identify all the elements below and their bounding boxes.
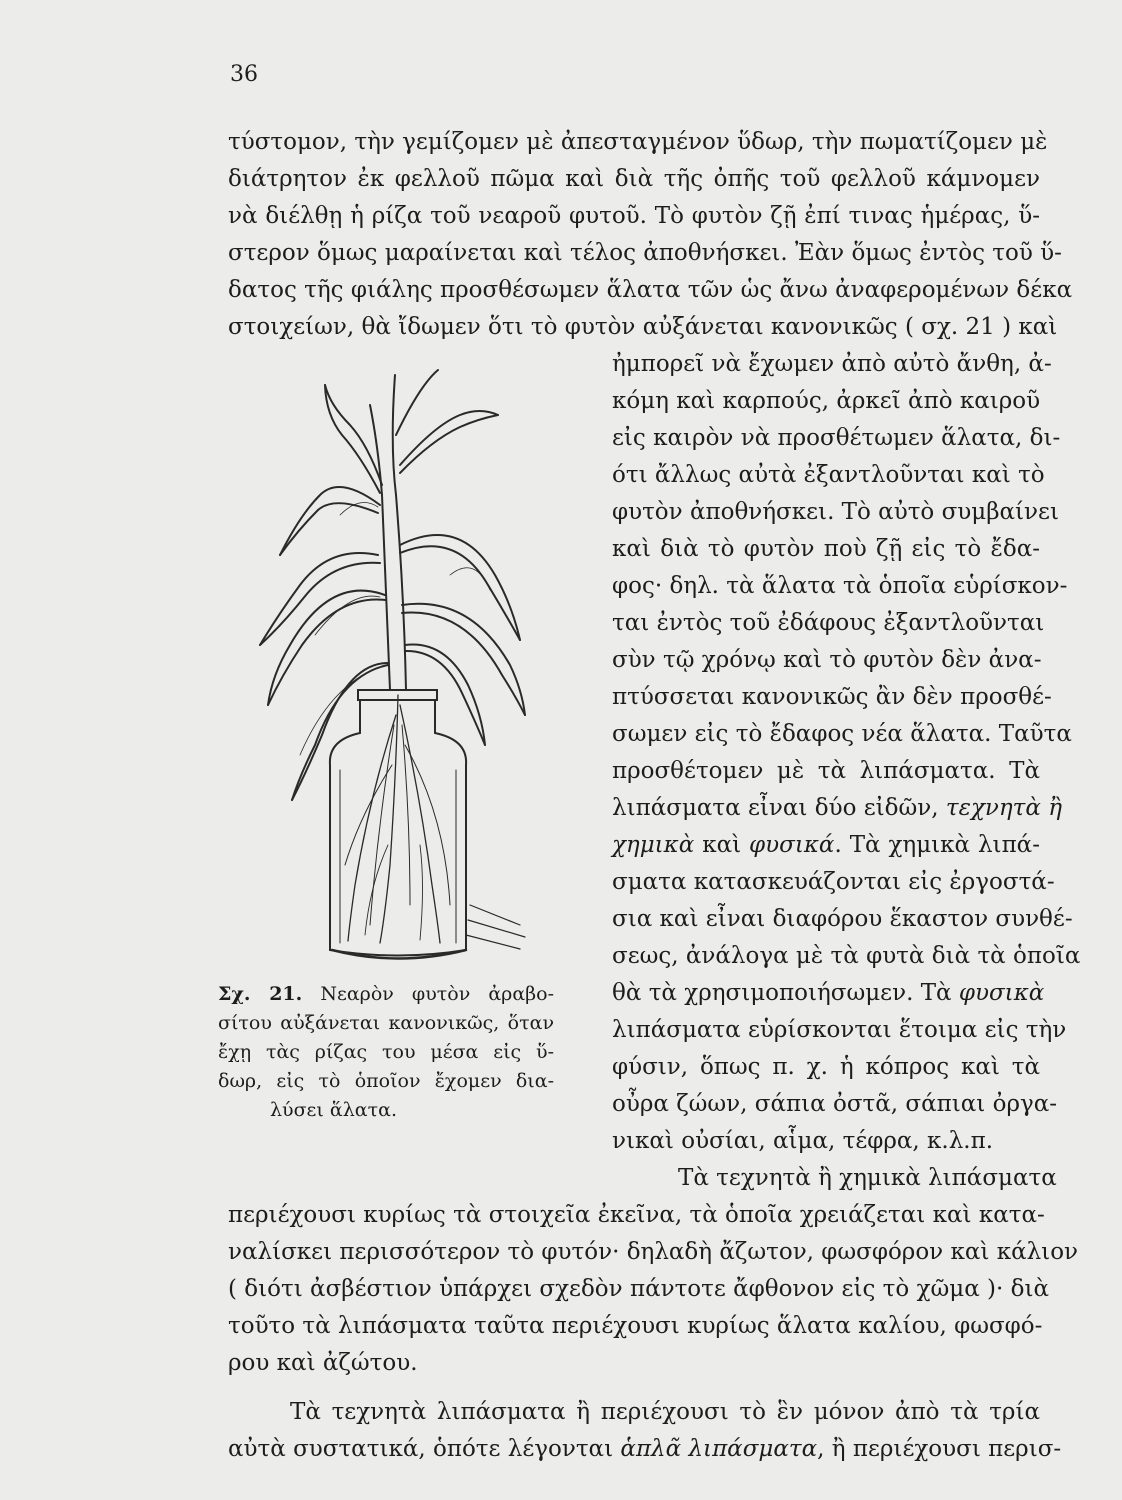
text-line: περιέχουσι κυρίως τὰ στοιχεῖα ἐκεῖνα, τὰ ὁποῖα χρειάζεται καὶ κατα- xyxy=(228,1202,1045,1228)
caption-text: Νεαρὸν φυτὸν ἀραβο- xyxy=(320,983,555,1005)
text-line xyxy=(612,830,1040,860)
text-segment: , ἢ περιέχουσι περισ- xyxy=(817,1436,1062,1462)
italic-term: ἁπλᾶ λιπάσματα xyxy=(620,1436,818,1462)
text-line: δατος τῆς φιάλης προσθέσωμεν ἅλατα τῶν ὡς ἄνω ἀναφερομένων δέκα xyxy=(228,277,1073,303)
text-line: φυτὸν ἀποθνήσκει. Τὸ αὐτὸ συμβαίνει xyxy=(612,499,1059,525)
text-line: σωμεν εἰς τὸ ἔδαφος νέα ἅλατα. Ταῦτα xyxy=(612,721,1072,747)
text-line: φος· δηλ. τὰ ἅλατα τὰ ὁποῖα εὑρίσκον- xyxy=(612,573,1068,599)
text-line: ( διότι ἀσβέστιον ὑπάρχει σχεδὸν πάντοτε ἄφθονον εἰς τὸ χῶμα )· διὰ xyxy=(228,1276,1050,1302)
text-line: Τὰ τεχνητὰ ἢ χημικὰ λιπάσματα xyxy=(678,1165,1057,1191)
text-line: φύσιν, ὅπως π. χ. ἡ κόπρος καὶ τὰ xyxy=(612,1054,1040,1080)
text-line xyxy=(228,1434,1062,1464)
figure-caption-line xyxy=(218,982,554,1006)
text-line: σματα κατασκευάζονται εἰς ἐργοστά- xyxy=(612,869,1055,895)
text-line: τοῦτο τὰ λιπάσματα ταῦτα περιέχουσι κυρίως ἅλατα καλίου, φωσφό- xyxy=(228,1313,1043,1339)
text-line: τύστομον, τὴν γεμίζομεν μὲ ἀπεσταγμένον ὕδωρ, τὴν πωματίζομεν μὲ xyxy=(228,129,1048,155)
text-line: ται ἐντὸς τοῦ ἐδάφους ἐξαντλοῦνται xyxy=(612,610,1045,636)
text-line xyxy=(612,793,1063,823)
text-line: ότι ἄλλως αὐτὰ ἐξαντλοῦνται καὶ τὸ xyxy=(612,462,1045,488)
italic-term: φυσικά xyxy=(749,832,835,858)
text-line: ἠμπορεῖ νὰ ἔχωμεν ἀπὸ αὐτὸ ἄνθη, ἀ- xyxy=(612,351,1052,377)
text-segment: αὐτὰ συστατικά, ὁπότε λέγονται xyxy=(228,1436,621,1462)
text-line: πτύσσεται κανονικῶς ἂν δὲν προσθέ- xyxy=(612,684,1052,710)
text-segment: . Τὰ χημικὰ λιπά- xyxy=(834,832,1040,858)
page-number: 36 xyxy=(230,62,258,87)
italic-term: φυσικὰ xyxy=(958,980,1045,1006)
text-line: νὰ διέλθῃ ἡ ρίζα τοῦ νεαροῦ φυτοῦ. Τὸ φυτὸν ζῇ ἐπί τινας ἡμέρας, ὕ- xyxy=(228,203,1040,229)
text-line xyxy=(612,978,1045,1008)
text-line: σια καὶ εἶναι διαφόρου ἕκαστον συνθέ- xyxy=(612,906,1073,932)
figure-caption-line: ἔχῃ τὰς ρίζας του μέσα εἰς ὕ- xyxy=(218,1041,554,1063)
text-segment: θὰ τὰ χρησιμοποιήσωμεν. Τὰ xyxy=(612,980,959,1006)
text-line: νικαὶ οὐσίαι, αἷμα, τέφρα, κ.λ.π. xyxy=(612,1128,994,1154)
text-line: διάτρητον ἐκ φελλοῦ πῶμα καὶ διὰ τῆς ὀπῆς τοῦ φελλοῦ κάμνομεν xyxy=(228,166,1040,192)
text-line: σεως, ἀνάλογα μὲ τὰ φυτὰ διὰ τὰ ὁποῖα xyxy=(612,943,1081,969)
italic-term: χημικὰ xyxy=(612,832,695,858)
text-line: λιπάσματα εὑρίσκονται ἕτοιμα εἰς τὴν xyxy=(612,1017,1067,1043)
text-line: ρου καὶ ἀζώτου. xyxy=(228,1350,418,1376)
text-line: ναλίσκει περισσότερον τὸ φυτόν· δηλαδὴ ἄζωτον, φωσφόρον καὶ κάλιον xyxy=(228,1239,1079,1265)
text-segment: λιπάσματα εἶναι δύο εἰδῶν, xyxy=(612,795,946,821)
text-line: στερον ὅμως μαραίνεται καὶ τέλος ἀποθνήσκει. Ἐὰν ὅμως ἐντὸς τοῦ ὕ- xyxy=(228,240,1062,266)
figure-caption-line: λύσει ἅλατα. xyxy=(270,1099,397,1121)
figure-label: Σχ. 21. xyxy=(218,983,303,1005)
maize-seedling-figure xyxy=(220,345,570,965)
text-line: σὺν τῷ χρόνῳ καὶ τὸ φυτὸν δὲν ἀνα- xyxy=(612,647,1042,673)
figure-caption-line: σίτου αὐξάνεται κανονικῶς, ὅταν xyxy=(218,1012,554,1034)
text-line: εἰς καιρὸν νὰ προσθέτωμεν ἅλατα, δι- xyxy=(612,425,1061,451)
figure-caption-line: δωρ, εἰς τὸ ὁποῖον ἔχομεν δια- xyxy=(218,1070,554,1092)
text-line: στοιχείων, θὰ ἴδωμεν ὅτι τὸ φυτὸν αὐξάνεται κανονικῶς ( σχ. 21 ) καὶ xyxy=(228,314,1058,340)
italic-term: τεχνητὰ ἢ xyxy=(945,795,1063,821)
text-segment: καὶ xyxy=(694,832,750,858)
text-line: οὖρα ζώων, σάπια ὀστᾶ, σάπιαι ὀργα- xyxy=(612,1091,1058,1117)
text-line: κόμη καὶ καρπούς, ἀρκεῖ ἀπὸ καιροῦ xyxy=(612,388,1041,414)
text-line: καὶ διὰ τὸ φυτὸν ποὺ ζῇ εἰς τὸ ἔδα- xyxy=(612,536,1040,562)
text-line: προσθέτομεν μὲ τὰ λιπάσματα. Τὰ xyxy=(612,758,1040,784)
text-line: Τὰ τεχνητὰ λιπάσματα ἢ περιέχουσι τὸ ἓν μόνον ἀπὸ τὰ τρία xyxy=(290,1399,1040,1425)
